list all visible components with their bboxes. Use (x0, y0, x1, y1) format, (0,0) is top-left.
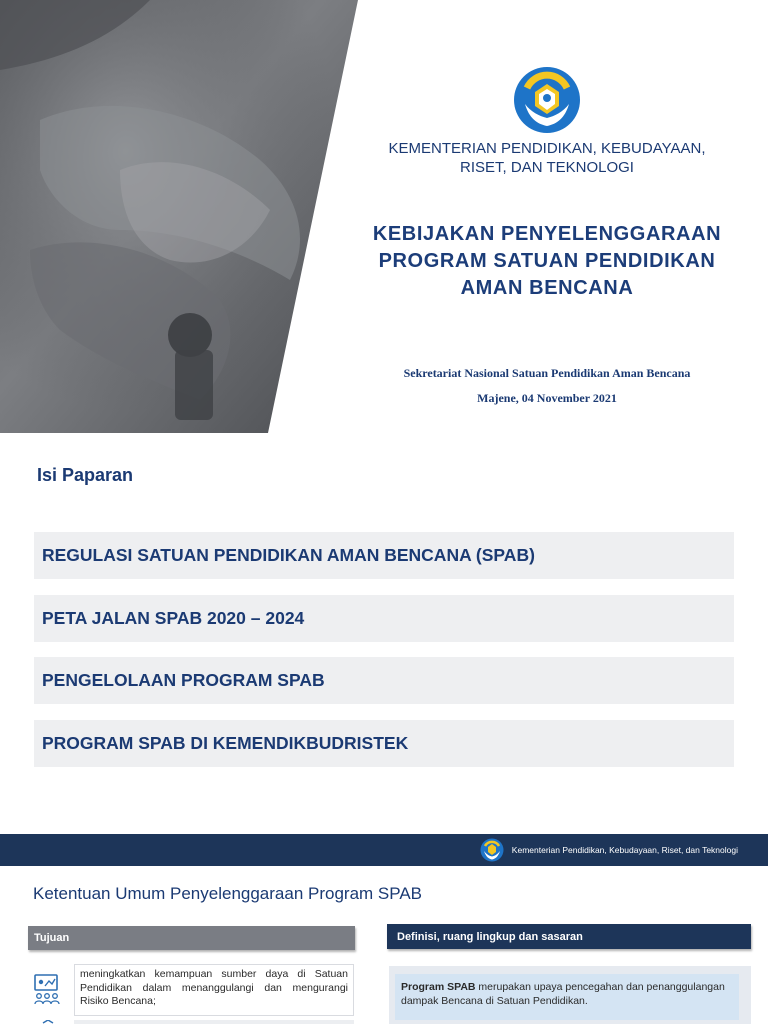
definition-text-box (395, 974, 739, 1020)
goal-item: meningkatkan kemampuan sumber daya di Satuan Pendidikan dalam menanggulangi dan mengurangi Risiko Bencana; (74, 964, 354, 1016)
goal-item (74, 1020, 354, 1024)
header-band (0, 834, 768, 866)
agenda-heading: Isi Paparan (37, 465, 134, 485)
cover-slide (0, 0, 768, 433)
tujuan-header: Tujuan (28, 926, 355, 950)
definition-header: Definisi, ruang lingkup dan sasaran (387, 924, 751, 949)
agenda-slide (0, 433, 768, 834)
definition-text: merupakan upaya pencegahan dan penanggulangan dampak Bencana di Satuan Pendidikan. (401, 981, 725, 1007)
ministry-line-1: KEMENTERIAN PENDIDIKAN, KEBUDAYAAN, (388, 140, 706, 157)
cover-title-line-2: PROGRAM SATUAN PENDIDIKAN (378, 250, 716, 272)
definition-term: Program SPAB (401, 981, 476, 993)
agenda-item: PENGELOLAAN PROGRAM SPAB (34, 657, 734, 704)
cover-title-line-1: KEBIJAKAN PENYELENGGARAAN (372, 223, 722, 245)
agenda-item: PETA JALAN SPAB 2020 – 2024 (34, 595, 734, 642)
ministry-band-text: Kementerian Pendidikan, Kebudayaan, Riset, dan Teknologi (511, 845, 738, 855)
agenda-item: REGULASI SATUAN PENDIDIKAN AMAN BENCANA (SPAB) (34, 532, 734, 579)
secretariat-name: Sekretariat Nasional Satuan Pendidikan Aman Bencana (403, 366, 691, 380)
tut-wuri-handayani-logo-icon (513, 66, 581, 134)
ministry-name (360, 139, 734, 177)
cover-title-line-3: AMAN BENCANA (460, 277, 634, 299)
presentation-date: Majene, 04 November 2021 (477, 391, 617, 405)
slide-title: Ketentuan Umum Penyelenggaraan Program SPAB (33, 884, 423, 903)
goal-icon (42, 1020, 54, 1024)
cover-title (352, 221, 742, 302)
training-people-icon (32, 972, 66, 1006)
tut-wuri-handayani-logo-icon (480, 838, 504, 862)
ministry-line-2: RISET, DAN TEKNOLOGI (460, 159, 634, 176)
agenda-item: PROGRAM SPAB DI KEMENDIKBUDRISTEK (34, 720, 734, 767)
content-slide (0, 834, 768, 1024)
